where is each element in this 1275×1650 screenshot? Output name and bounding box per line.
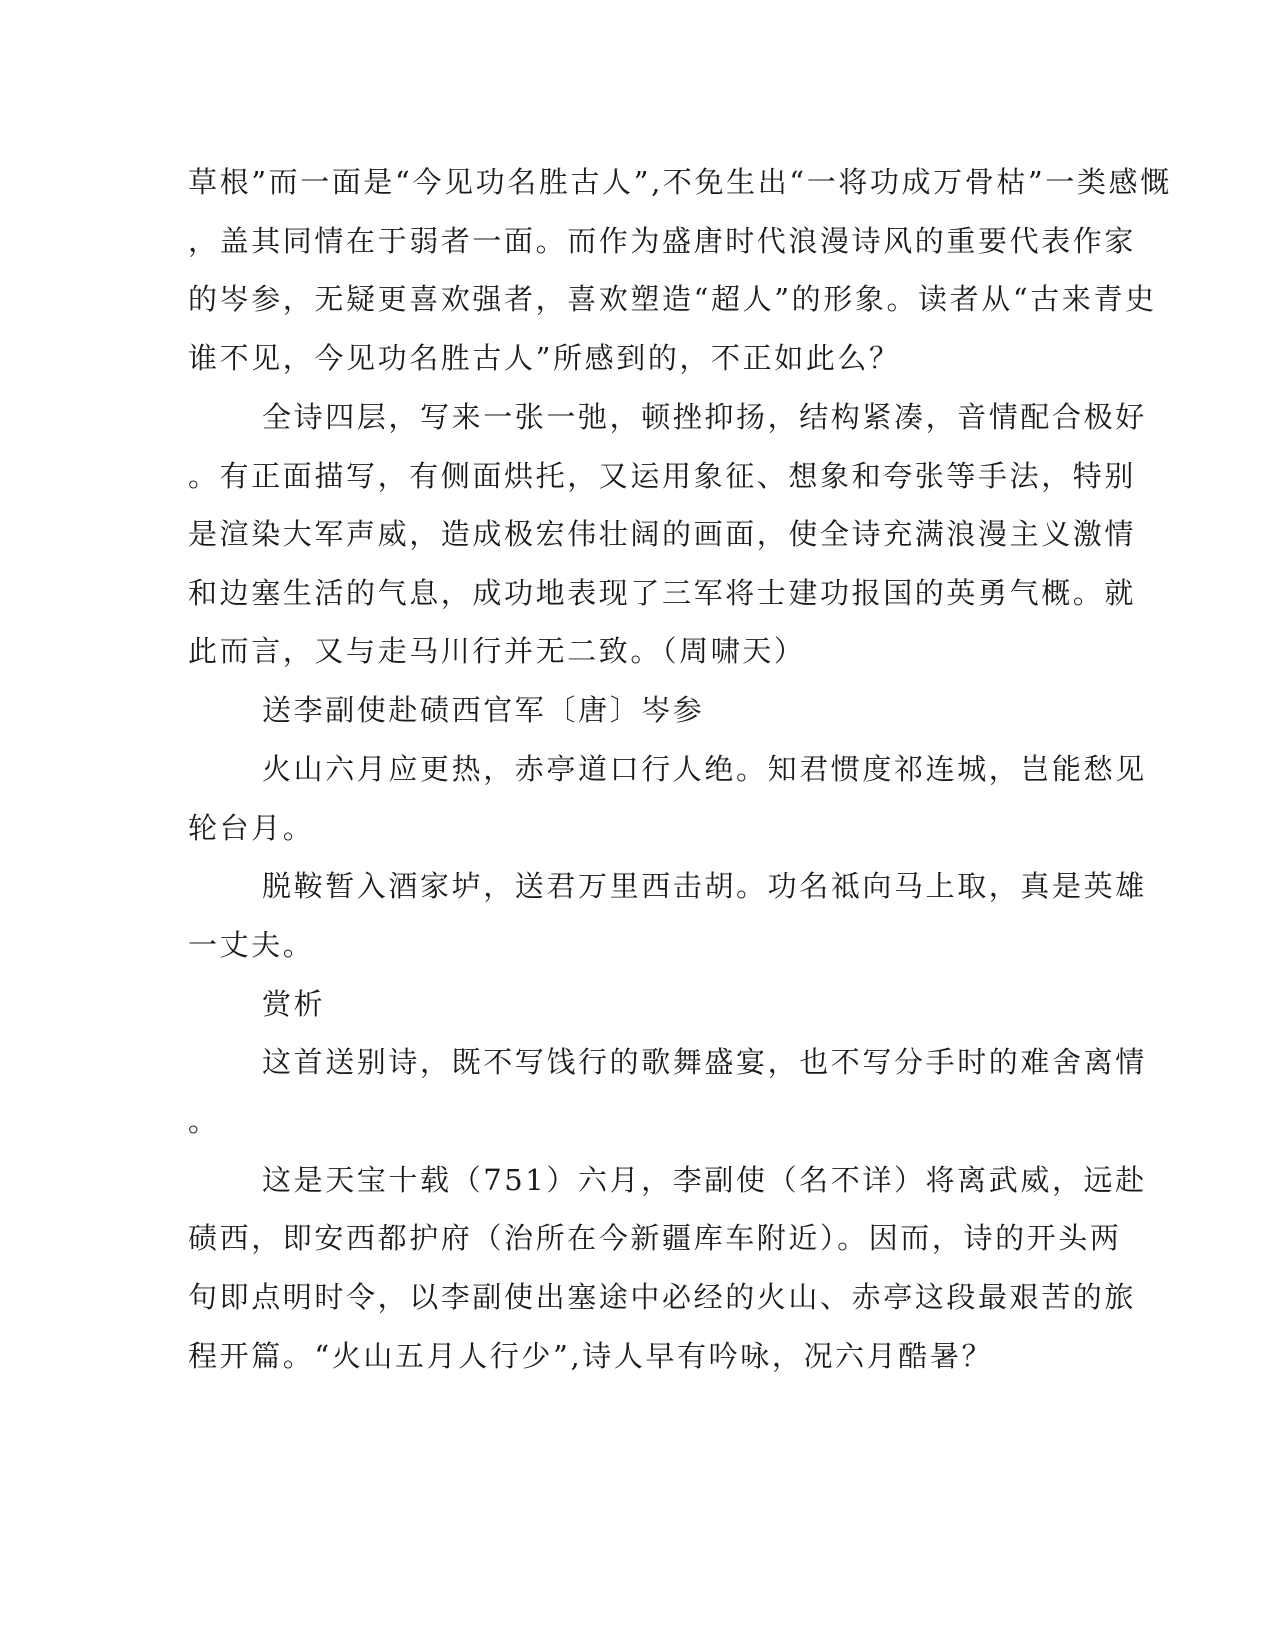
text-line-8: 和边塞生活的气息，成功地表现了三军将士建功报国的英勇气概。就 xyxy=(188,576,1137,610)
text-line-1: 草根”而一面是“今见功名胜古人”,不免生出“一将功成万骨枯”一类感慨 xyxy=(188,165,1172,199)
text-line-18: 这是天宝十载（751）六月，李副使（名不详）将离武威，远赴 xyxy=(262,1163,1147,1197)
section-heading: 赏析 xyxy=(262,987,326,1021)
poem-title: 送李副使赴碛西官军〔唐〕岑参 xyxy=(262,693,705,727)
text-line-7: 是渲染大军声威，造成极宏伟壮阔的画面，使全诗充满浪漫主义激情 xyxy=(188,517,1137,551)
text-line-20: 句即点明时令，以李副使出塞途中必经的火山、赤亭这段最艰苦的旅 xyxy=(188,1280,1137,1314)
text-line-17: 。 xyxy=(188,1104,220,1138)
text-line-11: 火山六月应更热，赤亭道口行人绝。知君惯度祁连城，岂能愁见 xyxy=(262,752,1147,786)
text-line-3: 的岑参，无疑更喜欢强者，喜欢塑造“超人”的形象。读者从“古来青史 xyxy=(188,282,1157,316)
text-line-13: 脱鞍暂入酒家垆，送君万里西击胡。功名祗向马上取，真是英雄 xyxy=(262,869,1147,903)
text-line-4: 谁不见，今见功名胜古人”所感到的，不正如此么？ xyxy=(188,341,901,375)
text-line-5: 全诗四层，写来一张一弛，顿挫抑扬，结构紧凑，音情配合极好 xyxy=(262,400,1147,434)
text-line-12: 轮台月。 xyxy=(188,811,315,845)
text-line-2: ，盖其同情在于弱者一面。而作为盛唐时代浪漫诗风的重要代表作家 xyxy=(188,224,1137,258)
text-line-19: 碛西，即安西都护府（治所在今新疆库车附近）。因而，诗的开头两 xyxy=(188,1221,1122,1255)
text-line-14: 一丈夫。 xyxy=(188,928,315,962)
text-line-9: 此而言，又与走马川行并无二致。（周啸天） xyxy=(188,634,806,668)
text-line-16: 这首送别诗，既不写饯行的歌舞盛宴，也不写分手时的难舍离情 xyxy=(262,1045,1147,1079)
text-line-6: 。有正面描写，有侧面烘托，又运用象征、想象和夸张等手法，特别 xyxy=(188,459,1137,493)
text-line-21: 程开篇。“火山五月人行少”,诗人早有吟咏，况六月酷暑？ xyxy=(188,1339,994,1373)
